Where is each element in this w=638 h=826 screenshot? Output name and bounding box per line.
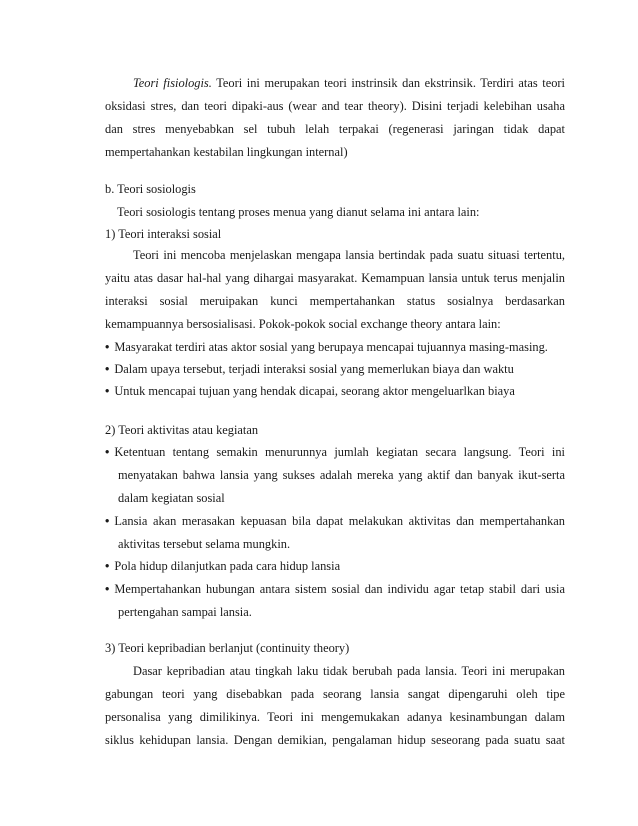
sub2-bullet-4-line-2: pertengahan sampai lansia. — [118, 605, 252, 619]
paragraph-1-line-4: mempertahankan kestabilan lingkungan internal) — [105, 145, 348, 159]
section-b-heading: b. Teori sosiologis — [105, 182, 196, 196]
sub2-bullet-3: • Pola hidup dilanjutkan pada cara hidup lansia — [105, 559, 340, 573]
sub2-bullet-1-line-1: • Ketentuan tentang semakin menurunnya jumlah kegiatan secara langsung. Teori ini — [105, 445, 565, 459]
sub3-line-1: Dasar kepribadian atau tingkah laku tidak berubah pada lansia. Teori ini merupakan — [133, 664, 565, 678]
sub1-line-4: kemampuannya bersosialisasi. Pokok-pokok social exchange theory antara lain: — [105, 317, 501, 331]
sub3-line-2: gabungan teori yang disebabkan pada seorang lansia sangat dipengaruhi oleh tipe — [105, 687, 565, 701]
sub2-bullet-1-line-3: dalam kegiatan sosial — [118, 491, 225, 505]
sub1-bullet-3: • Untuk mencapai tujuan yang hendak dicapai, seorang aktor mengeluarlkan biaya — [105, 384, 515, 398]
paragraph-1-line-1 — [105, 76, 565, 90]
sub1-line-1: Teori ini mencoba menjelaskan mengapa lansia bertindak pada suatu situasi tertentu, — [133, 248, 565, 262]
sub3-line-3: personalisa yang dimilikinya. Teori ini mengemukakan adanya kesinambungan dalam — [105, 710, 565, 724]
sub2-bullet-1-line-2: menyatakan bahwa lansia yang sukses adalah mereka yang aktif dan banyak ikut-serta — [118, 468, 565, 482]
sub2-bullet-4-line-1: • Mempertahankan hubungan antara sistem sosial dan individu agar tetap stabil dari usia — [105, 582, 565, 596]
sub1-bullet-2: • Dalam upaya tersebut, terjadi interaksi sosial yang memerlukan biaya dan waktu — [105, 362, 514, 376]
sub2-bullet-2-line-2: aktivitas tersebut selama mungkin. — [118, 537, 291, 551]
sub2-bullet-2-line-1: • Lansia akan merasakan kepuasan bila dapat melakukan aktivitas dan mempertahankan — [105, 514, 565, 528]
sub1-line-3: interaksi sosial meruipakan kunci mempertahankan status sosialnya berdasarkan — [105, 294, 565, 308]
sub3-line-4: siklus kehidupan lansia. Dengan demikian, pengalaman hidup seseorang pada suatu saat — [105, 733, 565, 747]
sub1-line-2: yaitu atas dasar hal-hal yang dihargai masyarakat. Kemampuan lansia untuk terus menjalin — [105, 271, 565, 285]
section-b-intro: Teori sosiologis tentang proses menua yang dianut selama ini antara lain: — [117, 205, 480, 219]
paragraph-1-line-2: oksidasi stres, dan teori dipaki-aus (wear and tear theory). Disini terjadi kelebihan usaha — [105, 99, 565, 113]
sub1-bullet-1: • Masyarakat terdiri atas aktor sosial yang berupaya mencapai tujuannya masing-masing. — [105, 340, 548, 354]
sub1-heading: 1) Teori interaksi sosial — [105, 227, 222, 241]
paragraph-1-line-3: dan stres menyebabkan sel tubuh lelah terpakai (regenerasi jaringan tidak dapat — [105, 122, 565, 136]
sub3-heading: 3) Teori kepribadian berlanjut (continuity theory) — [105, 641, 350, 655]
paragraph-1-line-1-text: Teori ini merupakan teori instrinsik dan ekstrinsik. Terdiri atas teori — [211, 76, 565, 90]
sub2-heading: 2) Teori aktivitas atau kegiatan — [105, 423, 259, 437]
paragraph-1-lead: Teori fisiologis. — [133, 76, 212, 90]
